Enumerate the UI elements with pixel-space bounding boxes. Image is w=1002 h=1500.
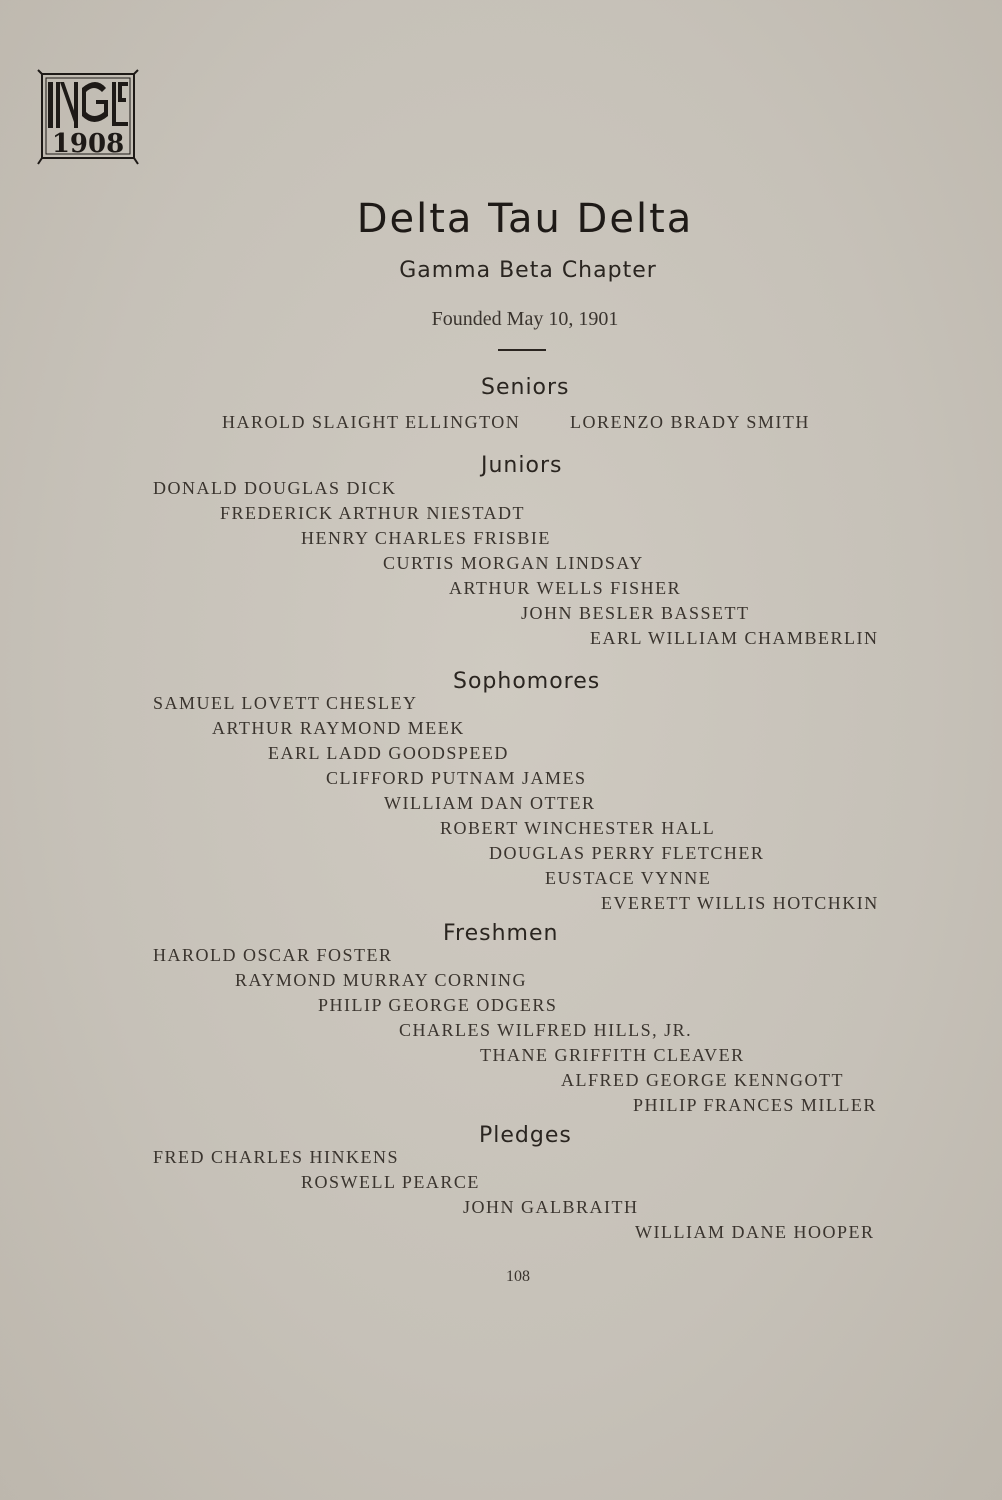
juniors-heading: Juniors <box>481 453 563 478</box>
freshmen-heading: Freshmen <box>443 921 559 946</box>
seniors-heading: Seniors <box>481 375 570 400</box>
monogram-seal-icon <box>34 68 142 168</box>
junior-name: FREDERICK ARTHUR NIESTADT <box>220 503 525 523</box>
sophomore-name: ARTHUR RAYMOND MEEK <box>212 718 465 738</box>
sophomores-heading: Sophomores <box>453 669 601 694</box>
pledge-name: FRED CHARLES HINKENS <box>153 1147 400 1167</box>
sophomore-name: DOUGLAS PERRY FLETCHER <box>489 843 765 863</box>
pledge-name: WILLIAM DANE HOOPER <box>635 1222 875 1242</box>
founded-date: Founded May 10, 1901 <box>431 308 619 330</box>
page-number: 108 <box>506 1268 530 1285</box>
junior-name: CURTIS MORGAN LINDSAY <box>383 553 644 573</box>
junior-name: HENRY CHARLES FRISBIE <box>301 528 551 548</box>
freshman-name: RAYMOND MURRAY CORNING <box>235 970 528 990</box>
junior-name: ARTHUR WELLS FISHER <box>449 578 682 598</box>
sophomore-name: WILLIAM DAN OTTER <box>384 793 596 813</box>
freshman-name: THANE GRIFFITH CLEAVER <box>480 1045 745 1065</box>
pledge-name: ROSWELL PEARCE <box>301 1172 480 1192</box>
freshman-name: PHILIP GEORGE ODGERS <box>318 995 558 1015</box>
sophomore-name: EUSTACE VYNNE <box>545 868 712 888</box>
senior-name: LORENZO BRADY SMITH <box>570 412 810 432</box>
sophomore-name: SAMUEL LOVETT CHESLEY <box>153 693 418 713</box>
sophomore-name: EARL LADD GOODSPEED <box>268 743 509 763</box>
divider-rule <box>498 349 546 351</box>
freshman-name: PHILIP FRANCES MILLER <box>633 1095 877 1115</box>
senior-name: HAROLD SLAIGHT ELLINGTON <box>222 412 521 432</box>
sophomore-name: EVERETT WILLIS HOTCHKIN <box>601 893 879 913</box>
sophomore-name: ROBERT WINCHESTER HALL <box>440 818 716 838</box>
freshman-name: HAROLD OSCAR FOSTER <box>153 945 393 965</box>
logo-year: 1908 <box>51 129 125 159</box>
junior-name: EARL WILLIAM CHAMBERLIN <box>590 628 879 648</box>
junior-name: DONALD DOUGLAS DICK <box>153 478 397 498</box>
pledge-name: JOHN GALBRAITH <box>463 1197 639 1217</box>
pledges-heading: Pledges <box>479 1123 572 1148</box>
chapter-subtitle: Gamma Beta Chapter <box>399 258 657 283</box>
freshman-name: ALFRED GEORGE KENNGOTT <box>561 1070 844 1090</box>
freshman-name: CHARLES WILFRED HILLS, JR. <box>399 1020 693 1040</box>
sophomore-name: CLIFFORD PUTNAM JAMES <box>326 768 587 788</box>
page-title: Delta Tau Delta <box>356 196 694 242</box>
junior-name: JOHN BESLER BASSETT <box>521 603 750 623</box>
